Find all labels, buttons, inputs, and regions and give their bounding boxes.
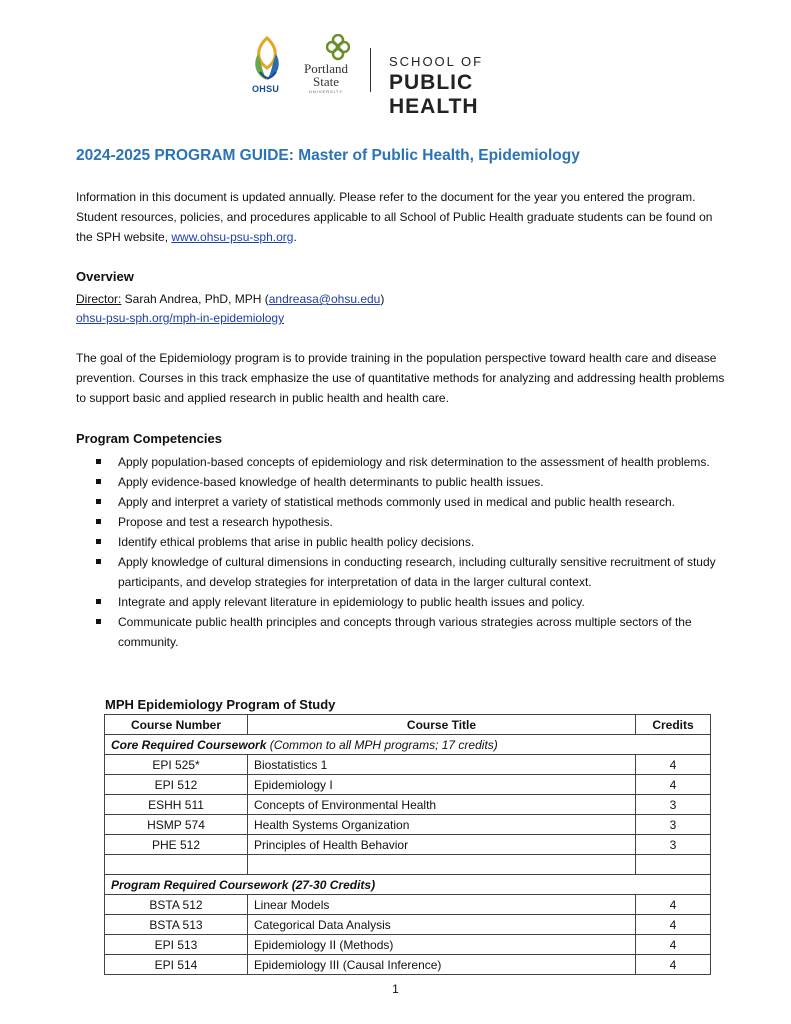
intro-text: Information in this document is updated annually. Please refer to the document for the year you entered the program. Student resources, policies, and procedures applicable to all School of Public Health graduate students can be found on the SPH website, [76, 190, 713, 244]
sph-website-link[interactable]: www.ohsu-psu-sph.org [171, 230, 294, 244]
column-header: Course Number [105, 715, 248, 735]
table-row [105, 815, 711, 835]
school-of-label: SCHOOL OF [389, 54, 484, 69]
psu-name-line2: State [313, 74, 339, 89]
goal-paragraph: The goal of the Epidemiology program is to provide training in the population perspective toward health care and disease prevention. Courses in this track emphasize the use of quantitative methods for analyzing and addressing health problems to support basic and applied research in public health and health care. [76, 351, 725, 405]
course-title: Categorical Data Analysis [248, 915, 636, 935]
course-credits: 4 [636, 955, 711, 975]
core-note: (Common to all MPH programs; 17 credits) [266, 737, 498, 752]
director-name: Sarah Andrea, PhD, MPH ( [121, 292, 269, 306]
competency-text: Integrate and apply relevant literature in epidemiology to public health issues and policy. [118, 595, 585, 609]
director-line [76, 289, 384, 309]
overview-heading: Overview [76, 269, 134, 284]
course-number: PHE 512 [105, 835, 248, 855]
director-label: Director: [76, 292, 122, 306]
page-number: 1 [392, 982, 399, 996]
table-row [105, 935, 711, 955]
course-credits: 3 [636, 795, 711, 815]
course-number: HSMP 574 [105, 815, 248, 835]
list-item [96, 472, 736, 492]
list-item [96, 492, 736, 512]
program-of-study-title: MPH Epidemiology Program of Study [105, 697, 336, 712]
course-title: Epidemiology I [248, 775, 636, 795]
course-title: Linear Models [248, 895, 636, 915]
bullet-icon [96, 619, 101, 624]
table-row-empty [105, 855, 711, 875]
table-header-row [105, 715, 711, 735]
director-email-link[interactable]: andreasa@ohsu.edu [268, 292, 381, 306]
header-logos [248, 34, 568, 118]
course-credits: 4 [636, 895, 711, 915]
competency-text: Apply and interpret a variety of statistical methods commonly used in medical and public health research. [118, 495, 675, 509]
empty-cell [105, 855, 248, 875]
bullet-icon [96, 459, 101, 464]
course-title: Principles of Health Behavior [248, 835, 636, 855]
bullet-icon [96, 479, 101, 484]
course-title: Concepts of Environmental Health [248, 795, 636, 815]
bullet-icon [96, 559, 101, 564]
bullet-icon [96, 539, 101, 544]
course-credits: 3 [636, 815, 711, 835]
list-item [96, 552, 736, 592]
course-title: Biostatistics 1 [248, 755, 636, 775]
course-credits: 4 [636, 755, 711, 775]
psu-logo-icon [326, 34, 350, 62]
public-health-label: PUBLIC HEALTH [389, 71, 479, 118]
competencies-list [96, 452, 736, 652]
competency-text: Apply population-based concepts of epidemiology and risk determination to the assessment of health problems. [118, 455, 710, 469]
empty-cell [636, 855, 711, 875]
course-number: EPI 525* [105, 755, 248, 775]
table-row [105, 955, 711, 975]
section-row-core [105, 735, 711, 755]
logo-divider [370, 48, 371, 92]
competency-text: Communicate public health principles and concepts through various strategies across multiple sectors of the community. [118, 615, 692, 649]
course-title: Epidemiology III (Causal Inference) [248, 955, 636, 975]
table-row [105, 915, 711, 935]
table-row [105, 755, 711, 775]
competencies-heading: Program Competencies [76, 431, 222, 446]
table-row [105, 775, 711, 795]
bullet-icon [96, 599, 101, 604]
competency-text: Propose and test a research hypothesis. [118, 515, 333, 529]
table-row [105, 895, 711, 915]
course-credits: 4 [636, 915, 711, 935]
course-credits: 4 [636, 775, 711, 795]
empty-cell [248, 855, 636, 875]
core-label: Core Required Coursework [111, 737, 267, 752]
list-item [96, 532, 736, 552]
section-row-program [105, 875, 711, 895]
program-page-link[interactable]: ohsu-psu-sph.org/mph-in-epidemiology [76, 311, 285, 325]
psu-sub-label: UNIVERSITY [308, 89, 343, 94]
column-header: Credits [636, 715, 711, 735]
list-item [96, 592, 736, 612]
list-item [96, 612, 736, 652]
competency-text: Identify ethical problems that arise in public health policy decisions. [118, 535, 475, 549]
course-credits: 4 [636, 935, 711, 955]
section-label [105, 875, 711, 895]
intro-paragraph [76, 187, 726, 247]
list-item [96, 512, 736, 532]
table-row [105, 795, 711, 815]
document-title: 2024-2025 PROGRAM GUIDE: Master of Public Health, Epidemiology [76, 147, 580, 164]
course-number: EPI 513 [105, 935, 248, 955]
course-number: BSTA 512 [105, 895, 248, 915]
course-number: BSTA 513 [105, 915, 248, 935]
bullet-icon [96, 519, 101, 524]
list-item [96, 452, 736, 472]
director-close: ) [380, 292, 385, 306]
program-label: Program Required Coursework (27-30 Credits) [111, 877, 376, 892]
column-header: Course Title [248, 715, 636, 735]
psu-wordmark [300, 62, 352, 88]
intro-end: . [293, 230, 297, 244]
course-title: Epidemiology II (Methods) [248, 935, 636, 955]
course-credits: 3 [636, 835, 711, 855]
program-of-study-table [104, 714, 711, 975]
bullet-icon [96, 499, 101, 504]
ohsu-label: OHSU [252, 84, 280, 94]
course-title: Health Systems Organization [248, 815, 636, 835]
section-label [105, 735, 711, 755]
course-number: ESHH 511 [105, 795, 248, 815]
course-number: EPI 512 [105, 775, 248, 795]
program-link-line [76, 308, 284, 328]
competency-text: Apply knowledge of cultural dimensions in conducting research, including culturally sensitive recruitment of study participants, and develop strategies for interpretation of data in the larger cultural context. [118, 555, 716, 589]
competency-text: Apply evidence-based knowledge of health determinants to public health issues. [118, 475, 544, 489]
psu-name-line1: Portland [303, 61, 349, 76]
table-row [105, 835, 711, 855]
course-number: EPI 514 [105, 955, 248, 975]
